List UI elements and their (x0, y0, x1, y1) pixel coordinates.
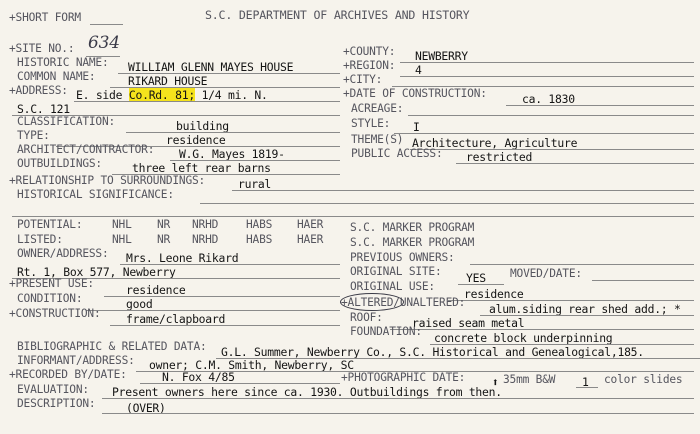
informant-value: owner; C.M. Smith, Newberry, SC (149, 358, 354, 372)
informant-label: INFORMANT/ADDRESS: (17, 354, 135, 367)
historic-name-value: WILLIAM GLENN MAYES HOUSE (128, 60, 294, 74)
style-value: I (413, 120, 420, 134)
listed-nhl: NHL (112, 233, 132, 246)
altered-circle (340, 293, 404, 311)
evaluation-label: EVALUATION: (17, 383, 89, 396)
short-form-label: +SHORT FORM (9, 11, 81, 24)
owner-value: Mrs. Leone Rikard (126, 251, 239, 265)
architect-value: W.G. Mayes 1819- (179, 147, 285, 161)
outbuildings-value: three left rear barns (132, 161, 271, 175)
owner-address: Rt. 1, Box 577, Newberry (17, 265, 176, 279)
marker-program-2: S.C. MARKER PROGRAM (350, 236, 475, 249)
construction-label: +CONSTRUCTION: (9, 307, 101, 320)
original-use-label: ORIGINAL USE: (350, 280, 435, 293)
relationship-label: +RELATIONSHIP TO SURROUNDINGS: (9, 174, 206, 187)
type-label: TYPE: (17, 129, 50, 142)
potential-nr: NR (157, 218, 171, 231)
description-value: (OVER) (126, 401, 166, 415)
style-label: STYLE: (351, 117, 391, 130)
region-label: +REGION: (343, 59, 396, 72)
type-value: residence (166, 133, 226, 147)
construction-value: frame/clapboard (126, 312, 226, 326)
owner-label: OWNER/ADDRESS: (17, 247, 109, 260)
photo-format: 35mm B&W (503, 373, 556, 386)
arrow-up-icon: ⬆ (492, 375, 499, 389)
county-value: NEWBERRY (415, 49, 468, 63)
architect-label: ARCHITECT/CONTRACTOR: (17, 143, 155, 156)
recorded-value: N. Fox 4/85 (162, 370, 235, 384)
photo-slides: color slides (604, 373, 683, 386)
significance-label: HISTORICAL SIGNIFICANCE: (17, 188, 174, 201)
condition-value: good (126, 297, 153, 311)
classification-value: building (176, 119, 229, 133)
outbuildings-label: OUTBUILDINGS: (17, 157, 102, 170)
original-use-value: residence (464, 287, 524, 301)
roof-label: ROOF: (350, 311, 383, 324)
marker-program-1: S.C. MARKER PROGRAM (350, 221, 475, 234)
listed-habs: HABS (246, 233, 273, 246)
photo-count: 1 (582, 375, 589, 389)
address-label: +ADDRESS: (9, 84, 68, 97)
potential-habs: HABS (246, 218, 273, 231)
listed-nrhd: NRHD (192, 233, 219, 246)
listed-label: LISTED: (17, 233, 63, 246)
historic-name-label: HISTORIC NAME: (17, 56, 109, 69)
themes-label: THEME(S) (351, 133, 404, 146)
address-line2: S.C. 121 (17, 102, 70, 116)
listed-nr: NR (157, 233, 171, 246)
potential-nrhd: NRHD (192, 218, 219, 231)
biblio-label: BIBLIOGRAPHIC & RELATED DATA: (17, 340, 207, 353)
description-label: DESCRIPTION: (17, 397, 96, 410)
form-title: S.C. DEPARTMENT OF ARCHIVES AND HISTORY (205, 8, 470, 22)
common-name-value: RIKARD HOUSE (128, 74, 208, 88)
potential-label: POTENTIAL: (17, 218, 83, 231)
evaluation-value: Present owners here since ca. 1930. Outbuildings from then. (112, 385, 502, 399)
date-value: ca. 1830 (522, 92, 575, 106)
listed-haer: HAER (297, 233, 324, 246)
address-value: E. side Co.Rd. 81; 1/4 mi. N. (76, 88, 268, 102)
short-form-line (90, 24, 123, 25)
previous-owners-label: PREVIOUS OWNERS: (350, 251, 455, 264)
potential-nhl: NHL (112, 218, 132, 231)
condition-label: CONDITION: (17, 292, 83, 305)
region-value: 4 (415, 63, 422, 77)
county-label: +COUNTY: (343, 45, 396, 58)
classification-label: CLASSIFICATION: (17, 115, 116, 128)
acreage-label: ACREAGE: (351, 102, 404, 115)
site-no-value: 634 (88, 33, 120, 53)
address-highlight: Co.Rd. 81; (128, 88, 195, 102)
city-label: +CITY: (343, 73, 383, 86)
themes-value: Architecture, Agriculture (412, 136, 578, 150)
original-site-label: ORIGINAL SITE: (350, 265, 442, 278)
date-label: +DATE OF CONSTRUCTION: (343, 87, 487, 100)
common-name-label: COMMON NAME: (17, 70, 96, 83)
relationship-value: rural (238, 177, 272, 191)
altered-label: +ALTERED/UNALTERED: (341, 296, 466, 309)
foundation-value: concrete block underpinning (434, 331, 613, 345)
present-use-value: residence (126, 283, 186, 297)
altered-value: alum.siding rear shed add.; * (489, 302, 681, 316)
present-use-label: +PRESENT USE: (9, 277, 94, 290)
photo-date-label: +PHOTOGRAPHIC DATE: (341, 371, 466, 384)
recorded-label: +RECORDED BY/DATE: (9, 368, 127, 381)
foundation-label: FOUNDATION: (350, 325, 422, 338)
public-access-label: PUBLIC ACCESS: (351, 147, 443, 160)
site-no-label: +SITE NO.: (9, 42, 75, 55)
biblio-value: G.L. Summer, Newberry Co., S.C. Historical and Genealogical,185. (221, 345, 644, 359)
original-site-value: YES (466, 271, 486, 285)
potential-haer: HAER (297, 218, 324, 231)
moved-date-label: MOVED/DATE: (510, 267, 582, 280)
roof-value: raised seam metal (412, 316, 525, 330)
public-access-value: restricted (466, 150, 533, 164)
